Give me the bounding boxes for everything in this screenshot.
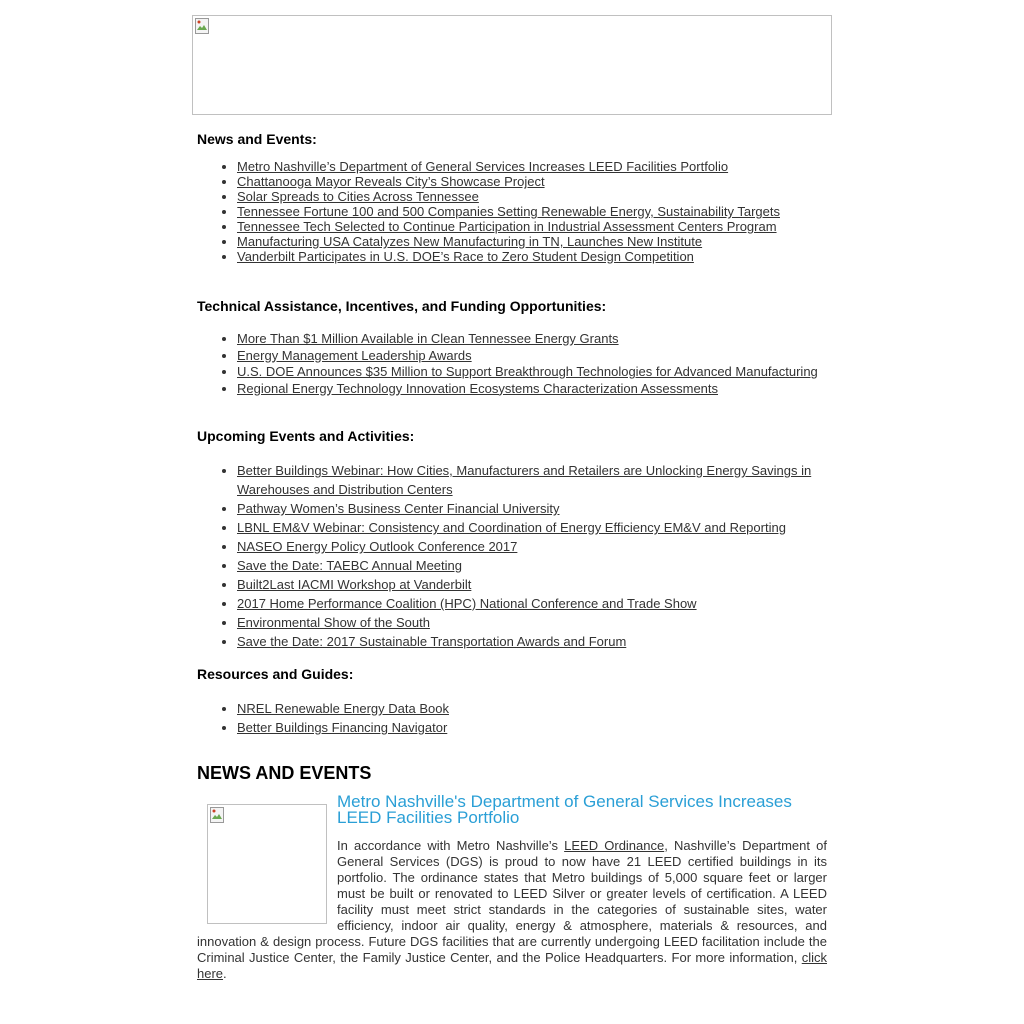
list-item xyxy=(237,189,827,204)
news-and-events-list xyxy=(197,159,827,264)
broken-image-icon xyxy=(195,18,209,34)
list-item xyxy=(237,348,827,365)
funding-link[interactable]: Regional Energy Technology Innovation Ecosystems Characterization Assessments xyxy=(237,380,719,396)
list-item xyxy=(237,537,827,556)
list-item xyxy=(237,499,827,518)
list-item xyxy=(237,234,827,249)
event-link[interactable]: Better Buildings Webinar: How Cities, Manufacturers and Retailers are Unlocking Energy Savings in Warehouses and Distribution Centers xyxy=(237,463,812,497)
list-item xyxy=(237,575,827,594)
resource-link[interactable]: NREL Renewable Energy Data Book xyxy=(237,701,449,716)
funding-link[interactable]: U.S. DOE Announces $35 Million to Support Breakthrough Technologies for Advanced Manufacturing xyxy=(237,364,818,379)
list-item xyxy=(237,249,827,264)
resources-list xyxy=(197,699,827,737)
event-link[interactable]: Environmental Show of the South xyxy=(237,615,430,630)
upcoming-events-heading: Upcoming Events and Activities: xyxy=(197,428,415,444)
article-title[interactable]: Metro Nashville's Department of General Services Increases LEED Facilities Portfolio xyxy=(337,792,792,827)
news-link[interactable]: Metro Nashville’s Department of General Services Increases LEED Facilities Portfolio xyxy=(237,159,729,174)
list-item xyxy=(237,174,827,189)
list-item xyxy=(237,632,827,651)
news-article xyxy=(197,794,827,982)
broken-image-icon xyxy=(210,807,224,823)
funding-link[interactable]: Energy Management Leadership Awards xyxy=(237,347,472,363)
event-link[interactable]: 2017 Home Performance Coalition (HPC) National Conference and Trade Show xyxy=(237,596,697,611)
list-item xyxy=(237,613,827,632)
article-body-end: . xyxy=(223,966,227,981)
list-item xyxy=(237,594,827,613)
event-link[interactable]: Save the Date: 2017 Sustainable Transportation Awards and Forum xyxy=(237,634,627,649)
list-item xyxy=(237,159,827,174)
news-link[interactable]: Vanderbilt Participates in U.S. DOE’s Race to Zero Student Design Competition xyxy=(237,249,694,264)
news-link[interactable]: Tennessee Fortune 100 and 500 Companies Setting Renewable Energy, Sustainability Targets xyxy=(237,204,780,219)
news-link[interactable]: Manufacturing USA Catalyzes New Manufacturing in TN, Launches New Institute xyxy=(237,234,703,249)
click-here-link[interactable]: click here xyxy=(197,950,827,981)
article-image xyxy=(207,804,327,924)
list-item xyxy=(237,381,827,398)
list-item xyxy=(237,699,827,718)
technical-assistance-list xyxy=(197,331,827,397)
event-link[interactable]: Built2Last IACMI Workshop at Vanderbilt xyxy=(237,577,472,592)
list-item xyxy=(237,518,827,537)
resources-heading: Resources and Guides: xyxy=(197,666,354,682)
news-link[interactable]: Chattanooga Mayor Reveals City’s Showcase Project xyxy=(237,174,545,189)
list-item xyxy=(237,364,827,381)
list-item xyxy=(237,718,827,737)
news-link[interactable]: Solar Spreads to Cities Across Tennessee xyxy=(237,189,479,204)
technical-assistance-heading: Technical Assistance, Incentives, and Funding Opportunities: xyxy=(197,298,607,314)
upcoming-events-list xyxy=(197,461,827,651)
list-item xyxy=(237,331,827,348)
list-item xyxy=(237,204,827,219)
list-item xyxy=(237,461,827,499)
header-banner-image xyxy=(192,15,832,115)
resource-link[interactable]: Better Buildings Financing Navigator xyxy=(237,720,448,735)
event-link[interactable]: NASEO Energy Policy Outlook Conference 2017 xyxy=(237,539,518,554)
article-body-main: , Nashville’s Department of General Services (DGS) is proud to now have 21 LEED certified buildings in its portfolio. The ordinance states that Metro buildings of 5,000 square feet or larger must be built or renovated to LEED Silver or greater levels of certification. A LEED facility must meet strict standards in the categories of sustainable sites, water efficiency, indoor air quality, energy & atmosphere, materials & resources, and innovation & design process. Future DGS facilities that are currently undergoing LEED facilitation include the Criminal Justice Center, the Family Justice Center, and the Police Headquarters. For more information, xyxy=(197,838,827,965)
content xyxy=(192,115,832,982)
news-section-heading: NEWS AND EVENTS xyxy=(197,763,372,783)
event-link[interactable]: Pathway Women’s Business Center Financial University xyxy=(237,501,560,516)
leed-ordinance-link[interactable]: LEED Ordinance xyxy=(564,838,665,853)
list-item xyxy=(237,219,827,234)
event-link[interactable]: LBNL EM&V Webinar: Consistency and Coordination of Energy Efficiency EM&V and Reporting xyxy=(237,520,786,535)
article-body-intro: In accordance with Metro Nashville’s xyxy=(337,838,565,853)
news-and-events-heading: News and Events: xyxy=(197,131,317,147)
news-link[interactable]: Tennessee Tech Selected to Continue Participation in Industrial Assessment Centers Program xyxy=(237,219,777,234)
newsletter-page xyxy=(192,15,832,982)
list-item xyxy=(237,556,827,575)
funding-link[interactable]: More Than $1 Million Available in Clean Tennessee Energy Grants xyxy=(237,331,619,346)
event-link[interactable]: Save the Date: TAEBC Annual Meeting xyxy=(237,558,462,573)
